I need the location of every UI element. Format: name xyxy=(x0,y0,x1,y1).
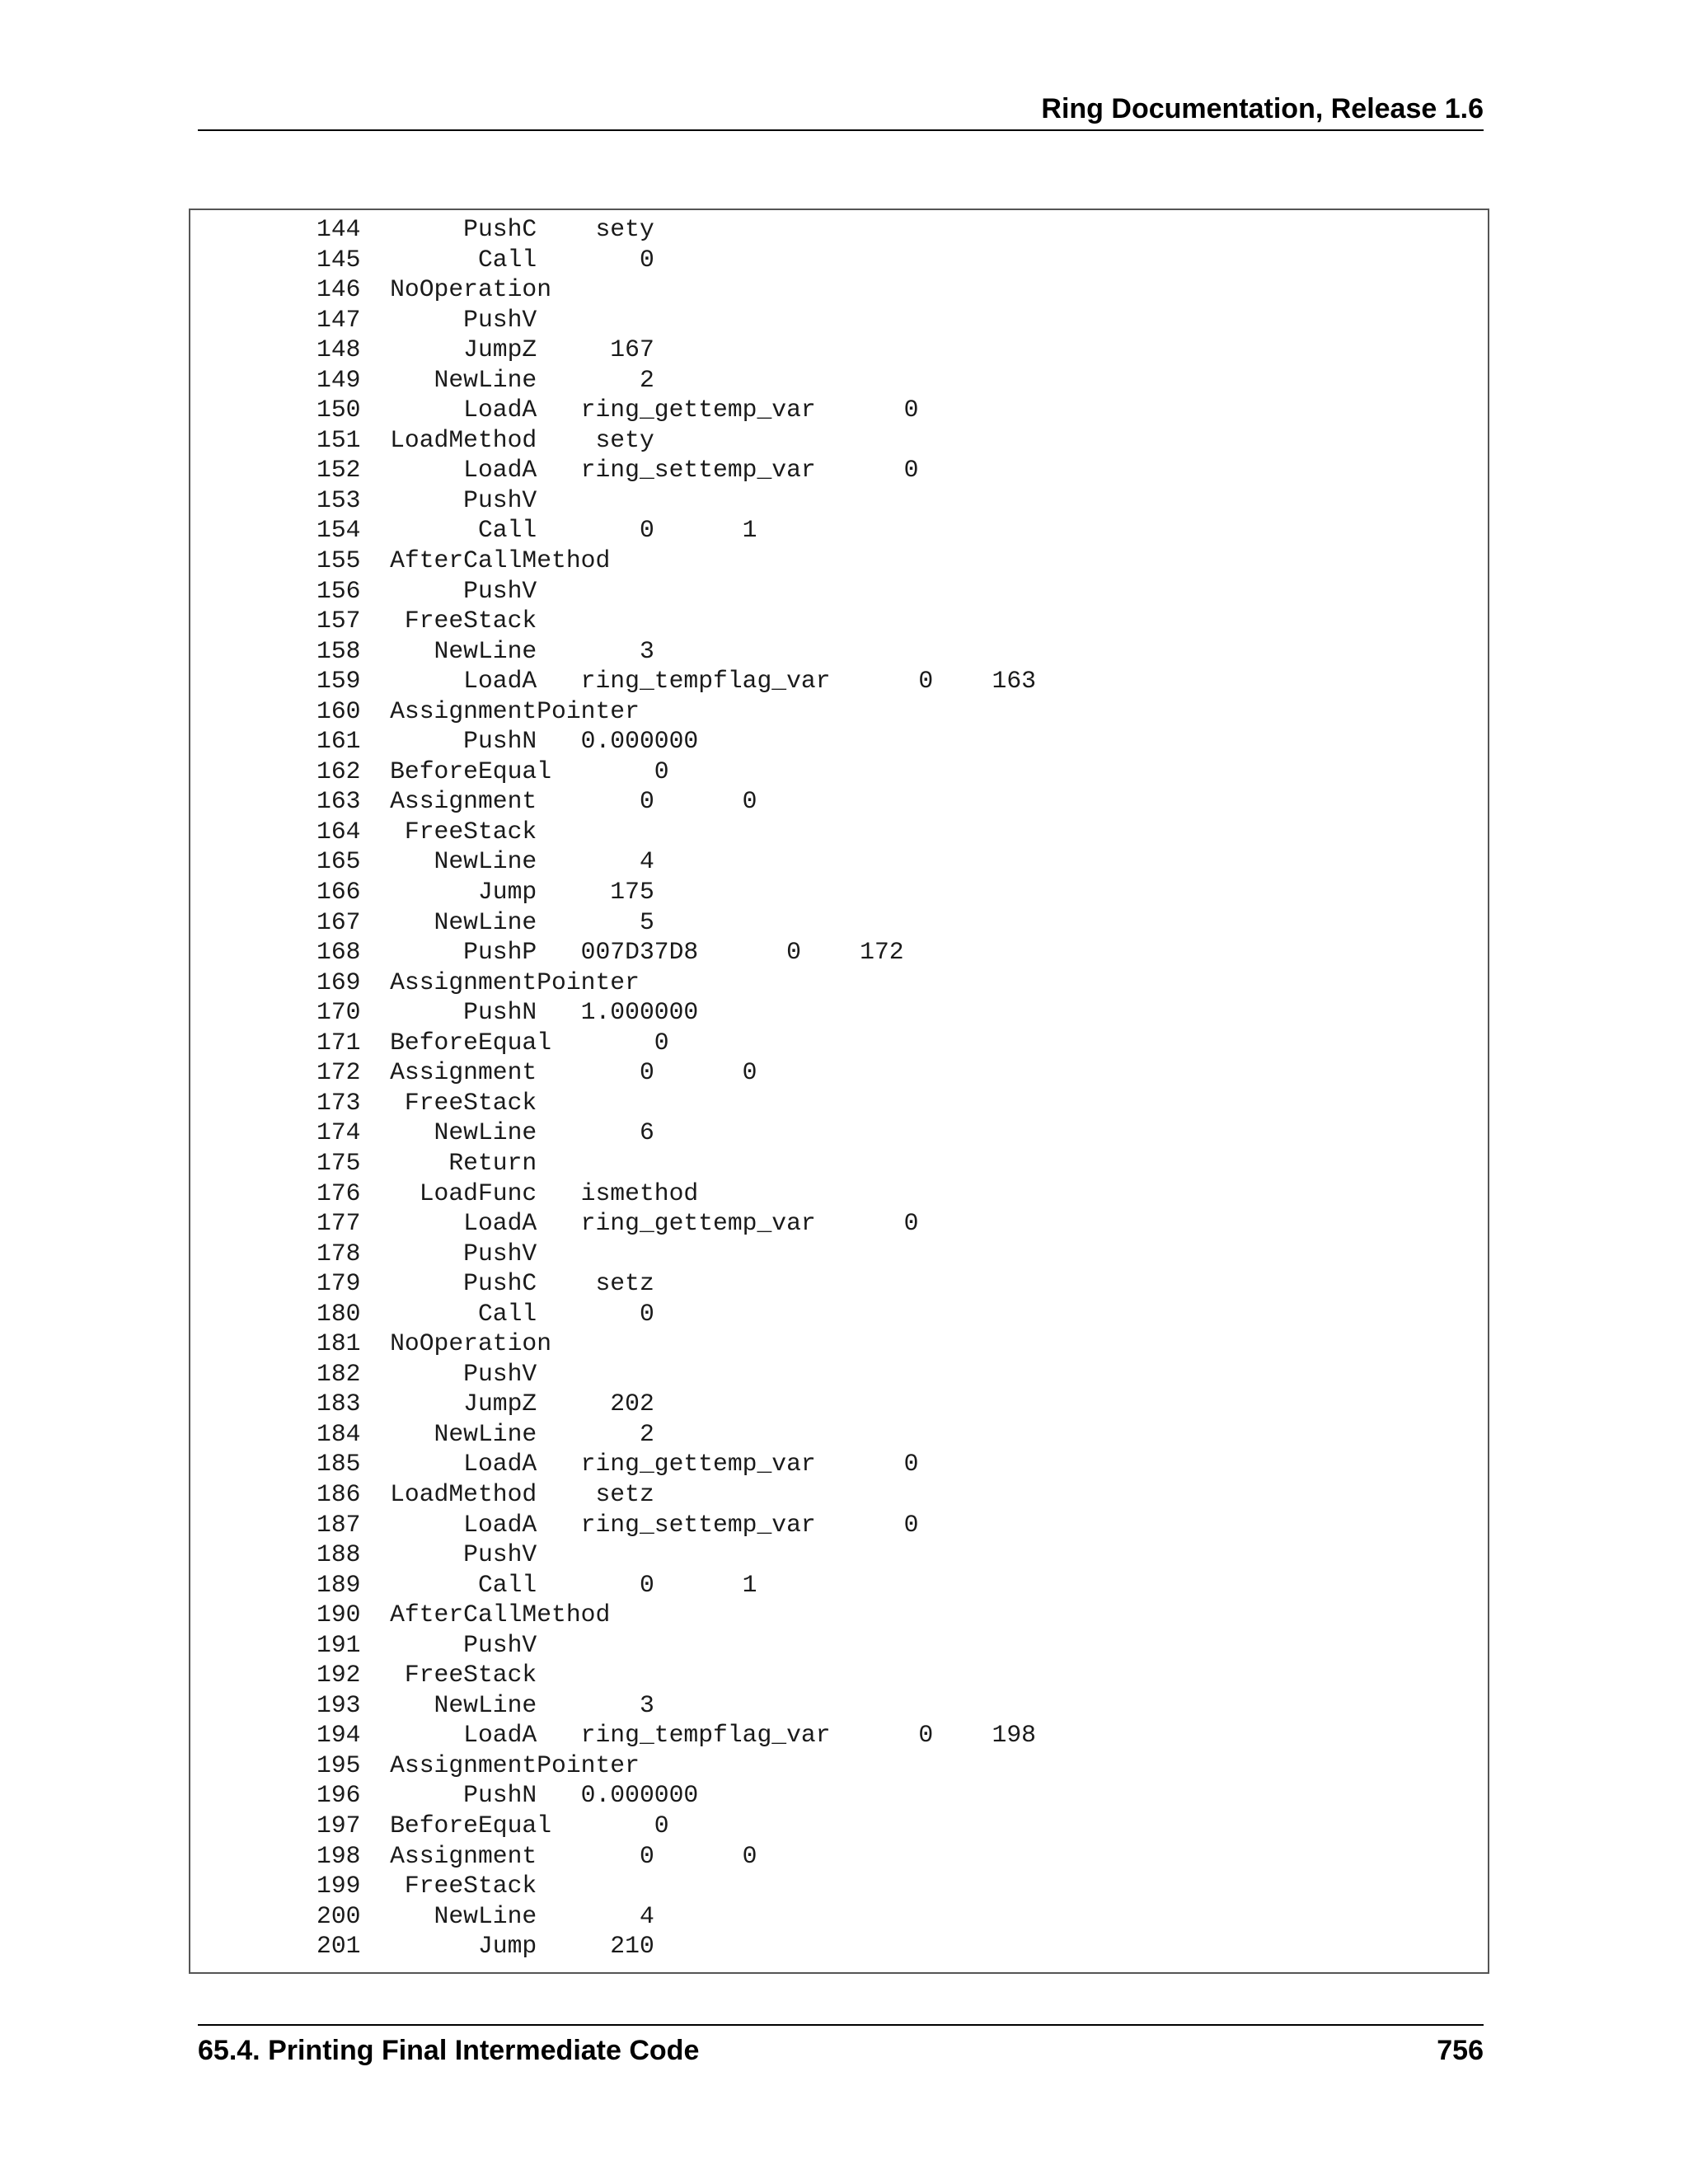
code-line: 164 FreeStack xyxy=(316,817,537,846)
code-line: 163 Assignment 0 0 xyxy=(316,787,757,816)
code-line: 196 PushN 0.000000 xyxy=(316,1781,699,1810)
code-line: 190 AfterCallMethod xyxy=(316,1601,611,1629)
code-line: 176 LoadFunc ismethod xyxy=(316,1179,699,1207)
code-line: 154 Call 0 1 xyxy=(316,516,757,545)
code-line: 161 PushN 0.000000 xyxy=(316,727,699,756)
code-line: 183 JumpZ 202 xyxy=(316,1390,654,1418)
code-line: 162 BeforeEqual 0 xyxy=(316,757,669,785)
code-line: 156 PushV xyxy=(316,576,537,605)
code-line: 194 LoadA ring_tempflag_var 0 198 xyxy=(316,1721,1036,1750)
code-line: 151 LoadMethod sety xyxy=(316,425,654,454)
code-line: 201 Jump 210 xyxy=(316,1932,654,1961)
code-line: 199 FreeStack xyxy=(316,1872,537,1900)
code-line: 160 AssignmentPointer xyxy=(316,696,640,725)
page-number: 756 xyxy=(1437,2035,1484,2066)
code-line: 182 PushV xyxy=(316,1359,537,1388)
footer-rule xyxy=(198,2024,1484,2026)
code-line: 195 AssignmentPointer xyxy=(316,1750,640,1779)
code-line: 175 Return xyxy=(316,1148,537,1177)
code-line: 165 NewLine 4 xyxy=(316,847,654,876)
code-line: 171 BeforeEqual 0 xyxy=(316,1028,669,1057)
footer-section-title: 65.4. Printing Final Intermediate Code xyxy=(198,2035,700,2066)
code-line: 187 LoadA ring_settemp_var 0 xyxy=(316,1510,919,1539)
code-line: 200 NewLine 4 xyxy=(316,1901,654,1930)
code-block xyxy=(189,209,1489,1974)
code-line: 174 NewLine 6 xyxy=(316,1118,654,1147)
code-line: 168 PushP 007D37D8 0 172 xyxy=(316,938,904,967)
code-line: 173 FreeStack xyxy=(316,1088,537,1117)
code-line: 148 JumpZ 167 xyxy=(316,335,654,364)
code-line: 188 PushV xyxy=(316,1540,537,1569)
header-rule xyxy=(198,129,1484,131)
code-line: 186 LoadMethod setz xyxy=(316,1479,654,1508)
code-line: 144 PushC sety xyxy=(316,215,654,243)
code-line: 181 NoOperation xyxy=(316,1329,552,1358)
code-line: 145 Call 0 xyxy=(316,245,654,274)
code-line: 180 Call 0 xyxy=(316,1299,654,1328)
code-line: 179 PushC setz xyxy=(316,1269,654,1298)
code-line: 172 Assignment 0 0 xyxy=(316,1058,757,1087)
code-line: 191 PushV xyxy=(316,1630,537,1659)
code-line: 167 NewLine 5 xyxy=(316,907,654,936)
code-line: 166 Jump 175 xyxy=(316,878,654,907)
code-line: 159 LoadA ring_tempflag_var 0 163 xyxy=(316,667,1036,696)
code-line: 184 NewLine 2 xyxy=(316,1419,654,1448)
code-line: 193 NewLine 3 xyxy=(316,1690,654,1719)
code-line: 170 PushN 1.000000 xyxy=(316,998,699,1027)
code-line: 197 BeforeEqual 0 xyxy=(316,1811,669,1840)
code-line: 178 PushV xyxy=(316,1239,537,1268)
running-header-title: Ring Documentation, Release 1.6 xyxy=(1041,93,1484,124)
code-line: 189 Call 0 1 xyxy=(316,1570,757,1599)
code-listing xyxy=(316,214,1036,1961)
code-line: 152 LoadA ring_settemp_var 0 xyxy=(316,456,919,485)
code-line: 157 FreeStack xyxy=(316,607,537,635)
code-line: 150 LoadA ring_gettemp_var 0 xyxy=(316,396,919,424)
code-line: 192 FreeStack xyxy=(316,1661,537,1690)
code-line: 198 Assignment 0 0 xyxy=(316,1841,757,1870)
code-line: 169 AssignmentPointer xyxy=(316,968,640,996)
code-line: 147 PushV xyxy=(316,305,537,334)
code-line: 149 NewLine 2 xyxy=(316,365,654,394)
code-line: 153 PushV xyxy=(316,485,537,514)
code-line: 155 AfterCallMethod xyxy=(316,546,611,575)
code-line: 158 NewLine 3 xyxy=(316,636,654,665)
code-line: 146 NoOperation xyxy=(316,275,552,304)
code-line: 185 LoadA ring_gettemp_var 0 xyxy=(316,1450,919,1479)
code-line: 177 LoadA ring_gettemp_var 0 xyxy=(316,1209,919,1238)
